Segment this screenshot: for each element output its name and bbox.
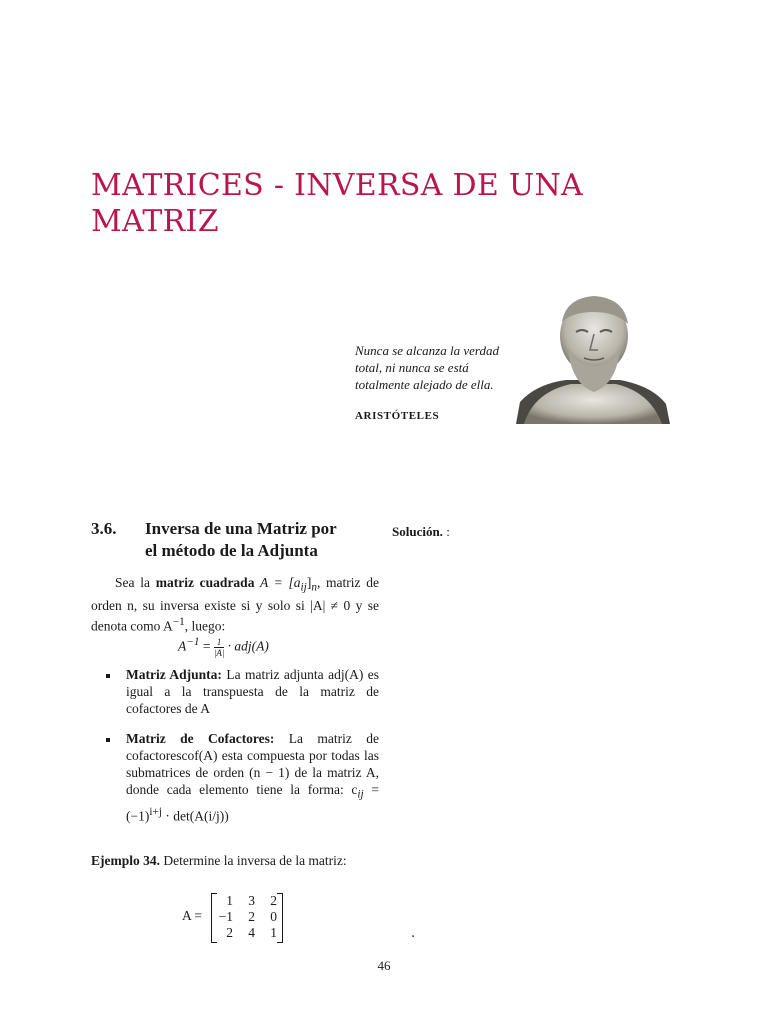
matrix-cell: 2: [248, 909, 255, 924]
solution-label: Solución.: [392, 524, 443, 539]
formula-lhs: A: [178, 638, 187, 654]
intro-sub-ij: ij: [300, 581, 307, 594]
list-item: [112, 730, 379, 824]
fraction-numerator: 1: [214, 637, 224, 648]
section-heading: [91, 518, 381, 562]
matrix-cell: 1: [270, 925, 277, 940]
matrix-cell: 3: [248, 893, 255, 908]
example-text: Determine la inversa de la matriz:: [160, 853, 347, 868]
matrix-cell: 2: [270, 893, 277, 908]
matrix-cell: 0: [270, 909, 277, 924]
intro-text-2: A = [a: [254, 575, 301, 590]
matrix-cell: 2: [226, 925, 233, 940]
bullet-term: Matriz de Cofactores:: [126, 731, 275, 746]
intro-paragraph: [91, 574, 379, 634]
section-title-line2: el método de la Adjunta: [145, 541, 318, 560]
solution-suffix: :: [442, 524, 450, 539]
example-label: Ejemplo 34.: [91, 853, 160, 868]
bullet-square-icon: [106, 674, 110, 678]
section-title-line1: Inversa de una Matriz por: [145, 519, 337, 538]
intro-sup: −1: [172, 615, 185, 628]
intro-text-3: ]: [306, 575, 312, 590]
list-item: [112, 666, 379, 717]
intro-text-4: , matriz de orden n, su inversa existe si y solo si |A| ≠ 0 y se denota como A: [91, 575, 380, 634]
solution-heading: [392, 524, 450, 540]
intro-text-1: Sea la: [115, 575, 156, 590]
page-number: 46: [377, 958, 391, 973]
matrix-label: A =: [182, 908, 202, 923]
bullet-text-3: · det(A(i/j)): [161, 808, 229, 824]
matrix-cell: 1: [226, 893, 233, 908]
formula-lhs-sup: −1: [186, 636, 200, 648]
page-title: MATRICES - INVERSA DE UNA MATRIZ: [91, 168, 583, 239]
bullet-sup: i+j: [149, 805, 162, 818]
stray-dot: .: [411, 926, 416, 941]
matrix-A: [211, 893, 283, 941]
intro-text-5: , luego:: [184, 618, 226, 634]
intro-bold-term: matriz cuadrada: [155, 575, 255, 590]
epigraph-author: ARISTÓTELES: [355, 410, 440, 422]
matrix-cell: 4: [248, 925, 255, 940]
right-bracket: [277, 893, 283, 943]
bullet-text: La matriz de cofactorescof(A) esta compuesta por todas las submatrices de orden (n − 1) de la matriz A, donde cada elemento tiene la forma: c: [126, 731, 379, 797]
bullet-square-icon: [106, 738, 110, 742]
formula-eq: =: [199, 638, 214, 654]
bullet-term: Matriz Adjunta:: [126, 667, 222, 682]
bullet-text: La matriz adjunta adj(A) es igual a la transpuesta de la matriz de cofactores de A: [126, 667, 379, 716]
inverse-formula: [178, 636, 269, 658]
bullet-text-2: = (−1): [126, 782, 379, 824]
example-statement: [91, 852, 379, 869]
matrix-cell: −1: [218, 909, 233, 924]
fraction-denominator: |A|: [213, 647, 225, 658]
epigraph-quote: Nunca se alcanza la verdad total, ni nunca se está totalmente alejado de ella.: [355, 343, 499, 392]
section-number: 3.6.: [91, 519, 117, 538]
formula-fraction: [214, 637, 224, 658]
bullet-sub-ij: ij: [357, 788, 364, 801]
aristotle-bust-image: [516, 292, 670, 424]
formula-rhs: · adj(A): [224, 638, 269, 654]
intro-sub-n: n: [311, 581, 317, 594]
